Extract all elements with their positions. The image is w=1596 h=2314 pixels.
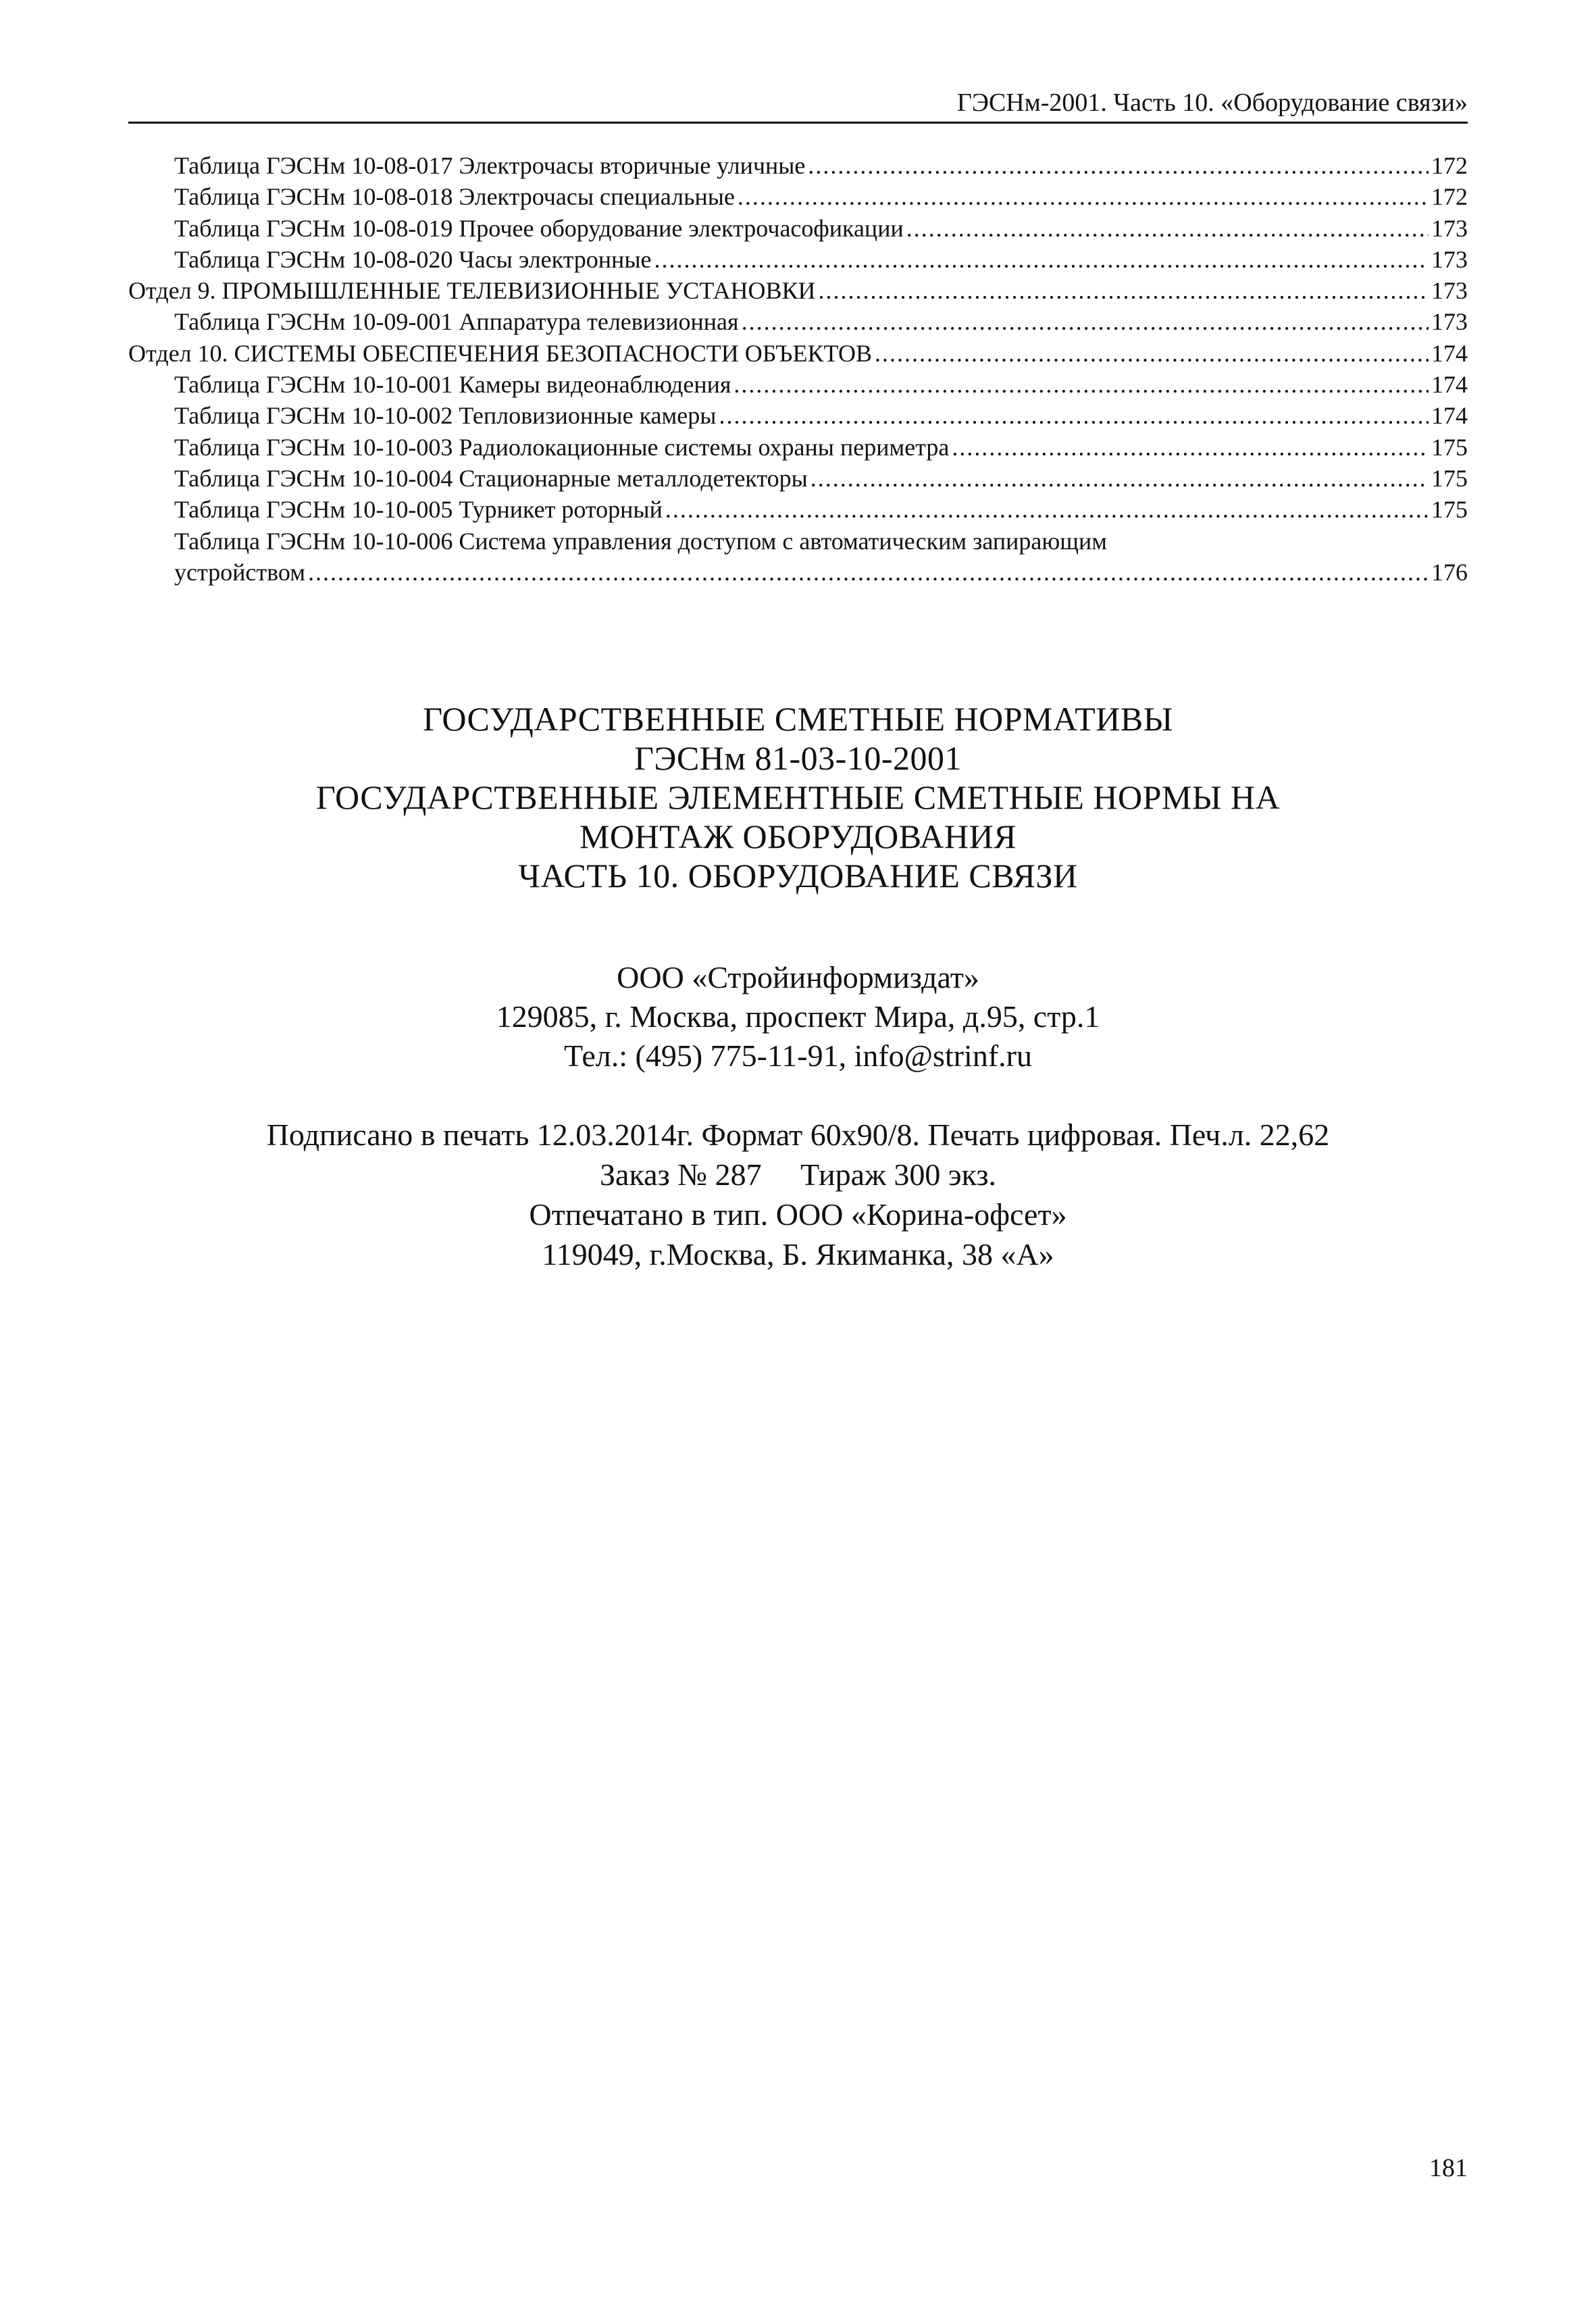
table-of-contents [128, 150, 1468, 588]
toc-entry-page: 175 [1431, 496, 1468, 524]
toc-entry [128, 244, 1468, 275]
publisher-contacts: Тел.: (495) 775-11-91, info@strinf.ru [564, 1038, 1032, 1073]
toc-entry [128, 432, 1468, 463]
toc-entry-page: 173 [1431, 308, 1468, 336]
toc-entry-page: 176 [1431, 558, 1468, 586]
toc-entry-page: 173 [1431, 214, 1468, 242]
dot-leader [654, 244, 1428, 275]
toc-entry [128, 400, 1468, 431]
title-code: ГЭСНм 81-03-10-2001 [634, 739, 962, 777]
toc-section-entry [128, 338, 1468, 369]
dot-leader [906, 213, 1428, 244]
running-header [128, 86, 1468, 124]
toc-entry [128, 150, 1468, 181]
publisher-address: 129085, г. Москва, проспект Мира, д.95, стр.1 [496, 999, 1100, 1034]
toc-entry-label: Таблица ГЭСНм 10-10-001 Камеры видеонаблюдения [174, 371, 731, 399]
toc-entry [128, 213, 1468, 244]
toc-entry-page: 173 [1431, 277, 1468, 305]
toc-entry-label: Отдел 10. СИСТЕМЫ ОБЕСПЕЧЕНИЯ БЕЗОПАСНОСТИ ОБЪЕКТОВ [128, 339, 873, 367]
dot-leader [665, 494, 1428, 525]
toc-entry-page: 172 [1431, 152, 1468, 179]
page-number: 181 [1429, 2154, 1468, 2182]
toc-entry-wrapped-line [128, 526, 1468, 557]
toc-entry [128, 463, 1468, 494]
title-line: МОНТАЖ ОБОРУДОВАНИЯ [579, 818, 1017, 855]
toc-entry-label: Таблица ГЭСНм 10-08-019 Прочее оборудование электрочасофикации [174, 214, 904, 242]
toc-entry-label-continuation: устройством [174, 558, 305, 586]
dot-leader [875, 338, 1428, 369]
imprint-block [128, 1115, 1468, 1274]
dot-leader [819, 275, 1428, 306]
title-part: ЧАСТЬ 10. ОБОРУДОВАНИЕ СВЯЗИ [518, 857, 1078, 895]
imprint-printer-address: 119049, г.Москва, Б. Якиманка, 38 «А» [542, 1237, 1054, 1272]
toc-entry-label: Таблица ГЭСНм 10-10-006 Система управления доступом с автоматическим запирающим [174, 527, 1108, 555]
toc-entry [128, 369, 1468, 400]
publisher-name: ООО «Стройинформиздат» [617, 960, 979, 995]
dot-leader [952, 432, 1428, 463]
dot-leader [738, 181, 1428, 212]
toc-entry-label: Таблица ГЭСНм 10-10-002 Тепловизионные камеры [174, 402, 717, 430]
toc-entry-page: 175 [1431, 464, 1468, 492]
imprint-order: Заказ № 287 Тираж 300 экз. [599, 1157, 997, 1192]
toc-entry-label: Таблица ГЭСНм 10-08-020 Часы электронные [174, 245, 652, 273]
toc-entry-label: Таблица ГЭСНм 10-08-017 Электрочасы вторичные уличные [174, 152, 806, 179]
toc-entry-label: Таблица ГЭСНм 10-09-001 Аппаратура телевизионная [174, 308, 739, 336]
dot-leader [810, 463, 1428, 494]
document-title-block [128, 699, 1468, 895]
toc-entry-page: 175 [1431, 433, 1468, 461]
title-line: ГОСУДАРСТВЕННЫЕ ЭЛЕМЕНТНЫЕ СМЕТНЫЕ НОРМЫ НА [315, 778, 1281, 816]
publisher-block [128, 958, 1468, 1076]
dot-leader [719, 400, 1428, 431]
toc-entry-page: 172 [1431, 183, 1468, 211]
toc-entry-page: 173 [1431, 245, 1468, 273]
toc-entry-continuation [128, 557, 1468, 588]
toc-section-entry [128, 275, 1468, 306]
running-title: ГЭСНм-2001. Часть 10. «Оборудование связи» [956, 89, 1468, 117]
title-line: ГОСУДАРСТВЕННЫЕ СМЕТНЫЕ НОРМАТИВЫ [423, 700, 1173, 738]
dot-leader [733, 369, 1428, 400]
toc-entry [128, 181, 1468, 212]
toc-entry-page: 174 [1431, 339, 1468, 367]
dot-leader [808, 150, 1428, 181]
dot-leader [742, 306, 1428, 337]
toc-entry-label: Отдел 9. ПРОМЫШЛЕННЫЕ ТЕЛЕВИЗИОННЫЕ УСТАНОВКИ [128, 277, 816, 305]
toc-entry-page: 174 [1431, 402, 1468, 430]
toc-entry-page: 174 [1431, 371, 1468, 399]
toc-entry [128, 494, 1468, 525]
toc-entry-label: Таблица ГЭСНм 10-10-004 Стационарные металлодетекторы [174, 464, 808, 492]
imprint-signed: Подписано в печать 12.03.2014г. Формат 60х90/8. Печать цифровая. Печ.л. 22,62 [266, 1117, 1330, 1152]
toc-entry-label: Таблица ГЭСНм 10-10-003 Радиолокационные системы охраны периметра [174, 433, 950, 461]
toc-entry-label: Таблица ГЭСНм 10-10-005 Турникет роторный [174, 496, 663, 524]
imprint-printer: Отпечатано в тип. ООО «Корина-офсет» [529, 1197, 1067, 1232]
toc-entry-label: Таблица ГЭСНм 10-08-018 Электрочасы специальные [174, 183, 735, 211]
dot-leader [308, 557, 1428, 588]
toc-entry [128, 306, 1468, 337]
